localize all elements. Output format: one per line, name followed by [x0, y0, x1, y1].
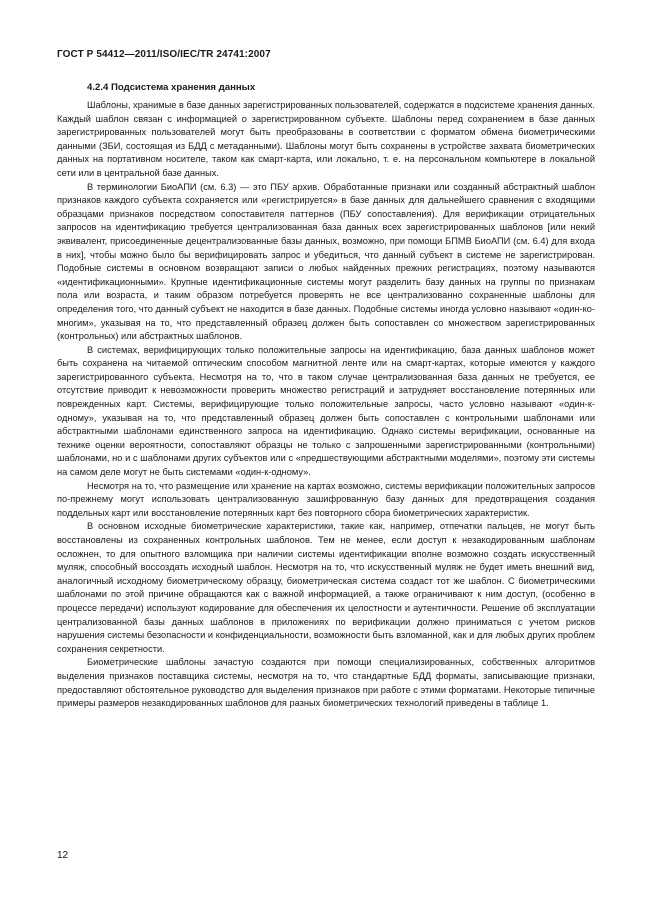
- paragraph-4: Несмотря на то, что размещение или хранение на картах возможно, системы верификации положительных запросов по-прежнему могут использовать централизованную зашифрованную базу данных для предотвращения создания поддельных карт или восстановление потерянных карт без повторного сбора биометрических характеристик.: [57, 480, 595, 518]
- paragraph-2: В терминологии БиоАПИ (см. 6.3) — это ПБУ архив. Обработанные признаки или созданный абстрактный шаблон признаков каждого субъекта сохраняется или «регистрируется» в базе данных для дальнейшего сравнения с входящими образцами признаков посредством сопоставителя паттернов (ПБУ сопоставления). Для верификации отрицательных запросов на идентификацию требуется централизованная база данных всех зарегистрированных шаблонов [или некий эквивалент, присоединенные децентрализованные базы данных, возможно, при помощи БПМВ БиоАПИ (см. 6.4) для входа в них], чтобы можно было бы верифицировать запрос и убедиться, что данный субъект в системе не зарегистрирован. Подобные системы в основном возвращают записи о любых найденных прежних регистрациях, поэтому называются «идентификационными». Крупные идентификационные системы могут разделить базу данных на группы по признакам пола или возраста, и таким образом потребуется проверять не все централизованно сохраненные шаблоны для определения того, что данный субъект не находится в базе данных. Подобные системы иногда условно называют «один-ко-многим», указывая на то, что представленный образец должен быть сопоставлен со множеством зарегистрированных (контрольных) или абстрактных шаблонов.: [57, 181, 595, 342]
- paragraph-1: Шаблоны, хранимые в базе данных зарегистрированных пользователей, содержатся в подсистеме хранения данных. Каждый шаблон связан с информацией о зарегистрированном субъекте. Шаблоны перед сохранением в базе данных зарегистрированных пользователей могут быть преобразованы в соответствии с форматом обмена биометрическими данными (ЗБИ, состоящая из БДД с метаданными). Шаблоны могут быть сохранены в устройстве захвата биометрических данных на портативном носителе, таком как смарт-карта, или локально, т. е. на персональном компьютере в локальной сети или в центральной базе данных.: [57, 100, 595, 178]
- paragraph-6: Биометрические шаблоны зачастую создаются при помощи специализированных, собственных алгоритмов выделения признаков поставщика системы, несмотря на то, что стандартные БДД форматы, записывающие признаки, предоставляют обстоятельное руководство для выделения признаков при работе с этими форматами. Некоторые типичные примеры размеров незакодированных шаблонов для разных биометрических технологий приведены в таблице 1.: [57, 657, 595, 709]
- page-number: 12: [57, 850, 69, 861]
- section-title: 4.2.4 Подсистема хранения данных: [87, 82, 256, 93]
- standard-header: ГОСТ Р 54412—2011/ISO/IEC/TR 24741:2007: [57, 49, 271, 60]
- paragraph-3: В системах, верифицирующих только положительные запросы на идентификацию, база данных шаблонов может быть сохранена на читаемой оптическим способом магнитной ленте или на смарт-картах, которые имеются у каждого зарегистрированного субъекта. Несмотря на то, что в таком случае централизованная база данных не требуется, ее отсутствие приводит к невозможности проверить множество регистраций и затрудняет восстановление потерянных или поврежденных карт. Системы, верифицирующие только положительные запросы, часто условно называют «один-к-одному», указывая на то, что представленный образец должен быть сопоставлен с контрольными шаблонами или абстрактными шаблонами единственного запроса на идентификацию. Однако системы верификации, основанные на технике оценки вероятности, сопоставляют образцы не только с запрошенными зарегистрированными (контрольными) шаблонами, но и с шаблонами других субъектов или с «предшествующими абстрактными моделями», поэтому эти системы на самом деле могут не быть системами «один-к-одному».: [57, 344, 595, 478]
- body-text: [57, 99, 595, 711]
- paragraph-5: В основном исходные биометрические характеристики, такие как, например, отпечатки пальцев, не могут быть восстановлены из сохраненных контрольных шаблонов. Тем не менее, если доступ к незакодированным шаблонам осложнен, то для опытного взломщика при наличии системы идентификации вполне возможно создать искусственный муляж, способный воссоздать исходный шаблон. Несмотря на то, что искусственный муляж не будет иметь внешний вид, аналогичный исходному биометрическому образцу, биометрическая система создаст тот же шаблон. С биометрическими шаблонами по этой причине обращаются как с важной информацией, а также ограничивают к ним доступ, (особенно в процессе передачи) используют кодирование для обеспечения их целостности и аутентичности. Решение об эксплуатации централизованной базы данных шаблонов в приложениях по верификации должно приниматься с учетом рисков нарушения системы безопасности и конфиденциальности, возможности быть взломанной, как и для любых других проблем сохранения секретности.: [57, 521, 595, 654]
